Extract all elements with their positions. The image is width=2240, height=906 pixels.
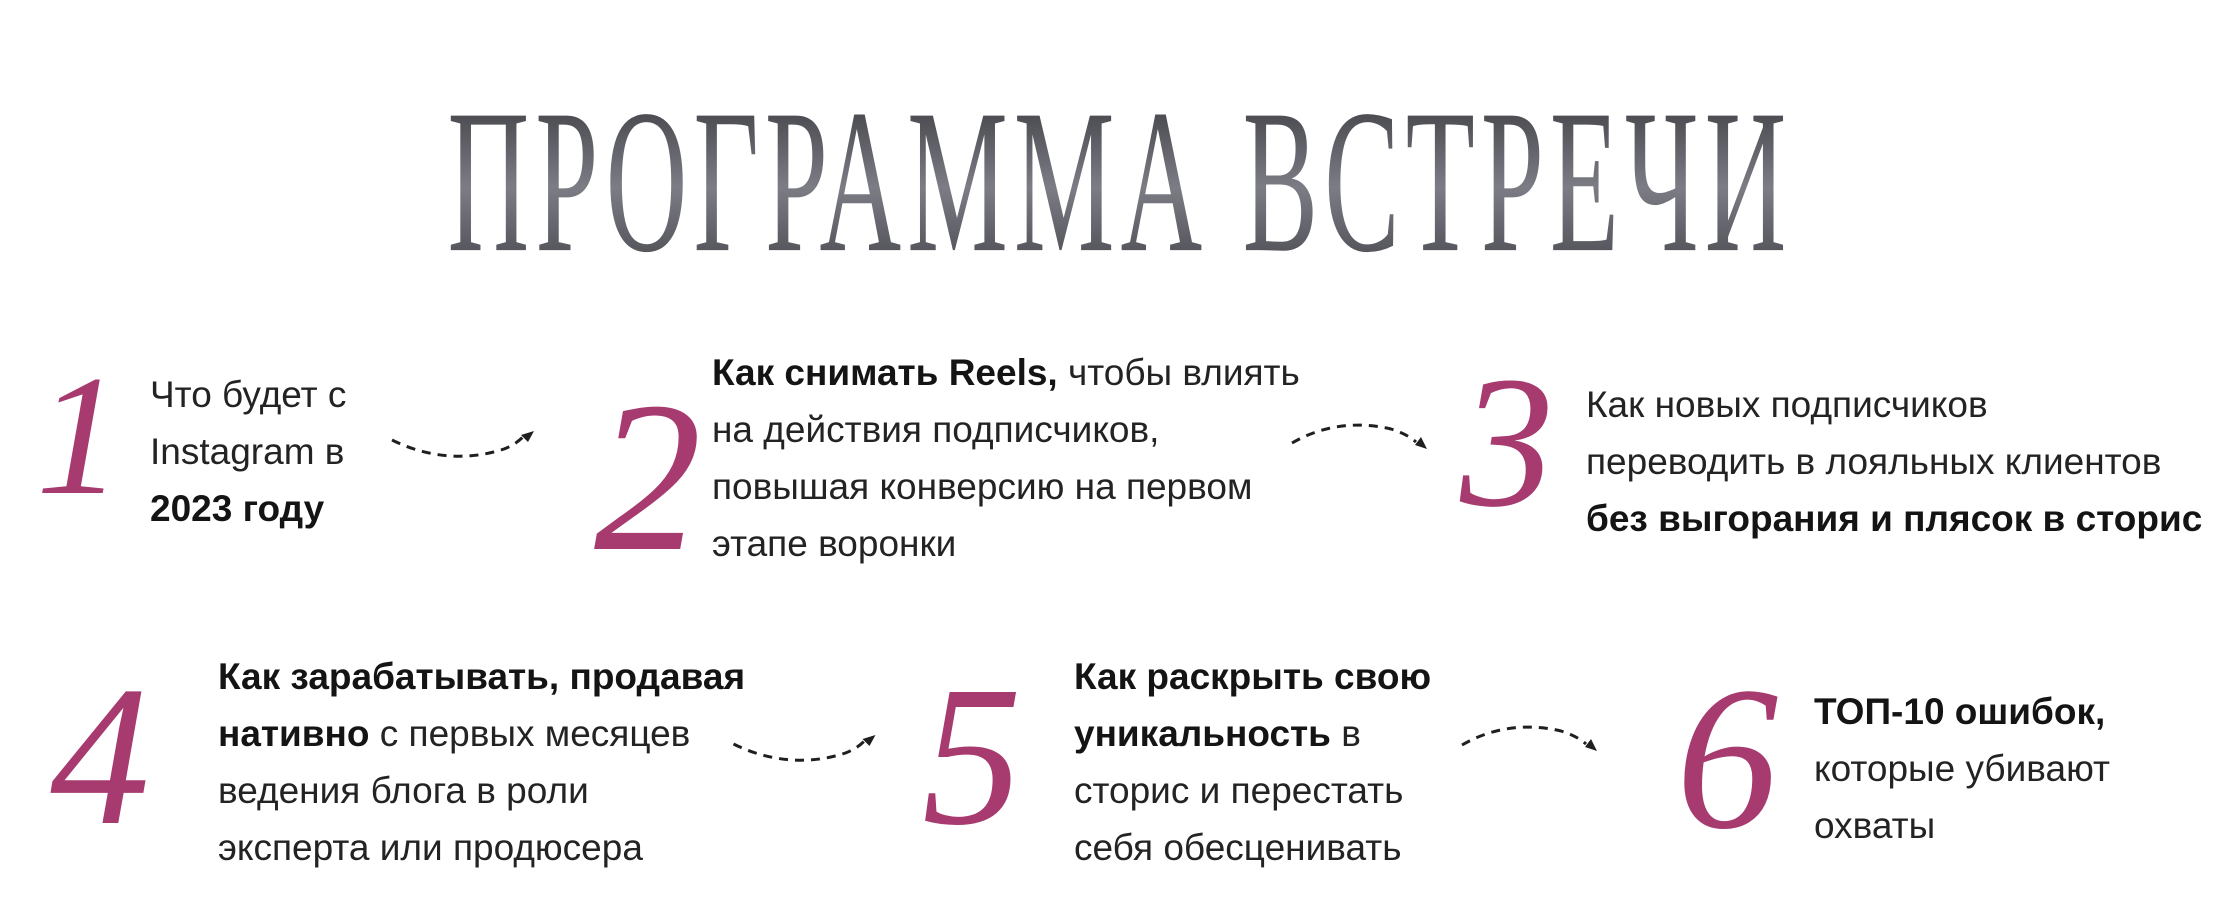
item-text: Как раскрыть свою уникальность в сторис и перестать себя обесценивать xyxy=(1074,656,1432,868)
dashed-arrow-icon xyxy=(388,424,548,468)
item-text: Как зарабатывать, продавая нативно с первых месяцев ведения блога в роли эксперта или продюсера xyxy=(218,656,746,868)
item-number: 3 xyxy=(1460,337,1554,546)
item-text: Как новых подписчиков переводить в лояльных клиентов без выгорания и плясок в сторис xyxy=(1586,384,2203,539)
item-number: 1 xyxy=(36,341,122,531)
item-text: Что будет с Instagram в 2023 году xyxy=(150,374,347,529)
page-title: ПРОГРАММА ВСТРЕЧИ xyxy=(146,70,2095,296)
item-text: Как снимать Reels, чтобы влиять на действия подписчиков, повышая конверсию на первом этапе воронки xyxy=(712,352,1300,564)
dashed-arrow-icon xyxy=(727,728,892,772)
item-number: 5 xyxy=(922,646,1022,867)
item-text: ТОП-10 ошибок, которые убивают охваты xyxy=(1814,691,2110,846)
item-number: 4 xyxy=(50,646,150,867)
item-number: 2 xyxy=(594,357,702,596)
dashed-arrow-icon xyxy=(1288,414,1438,458)
dashed-arrow-icon xyxy=(1458,716,1608,760)
item-number: 6 xyxy=(1676,645,1779,872)
